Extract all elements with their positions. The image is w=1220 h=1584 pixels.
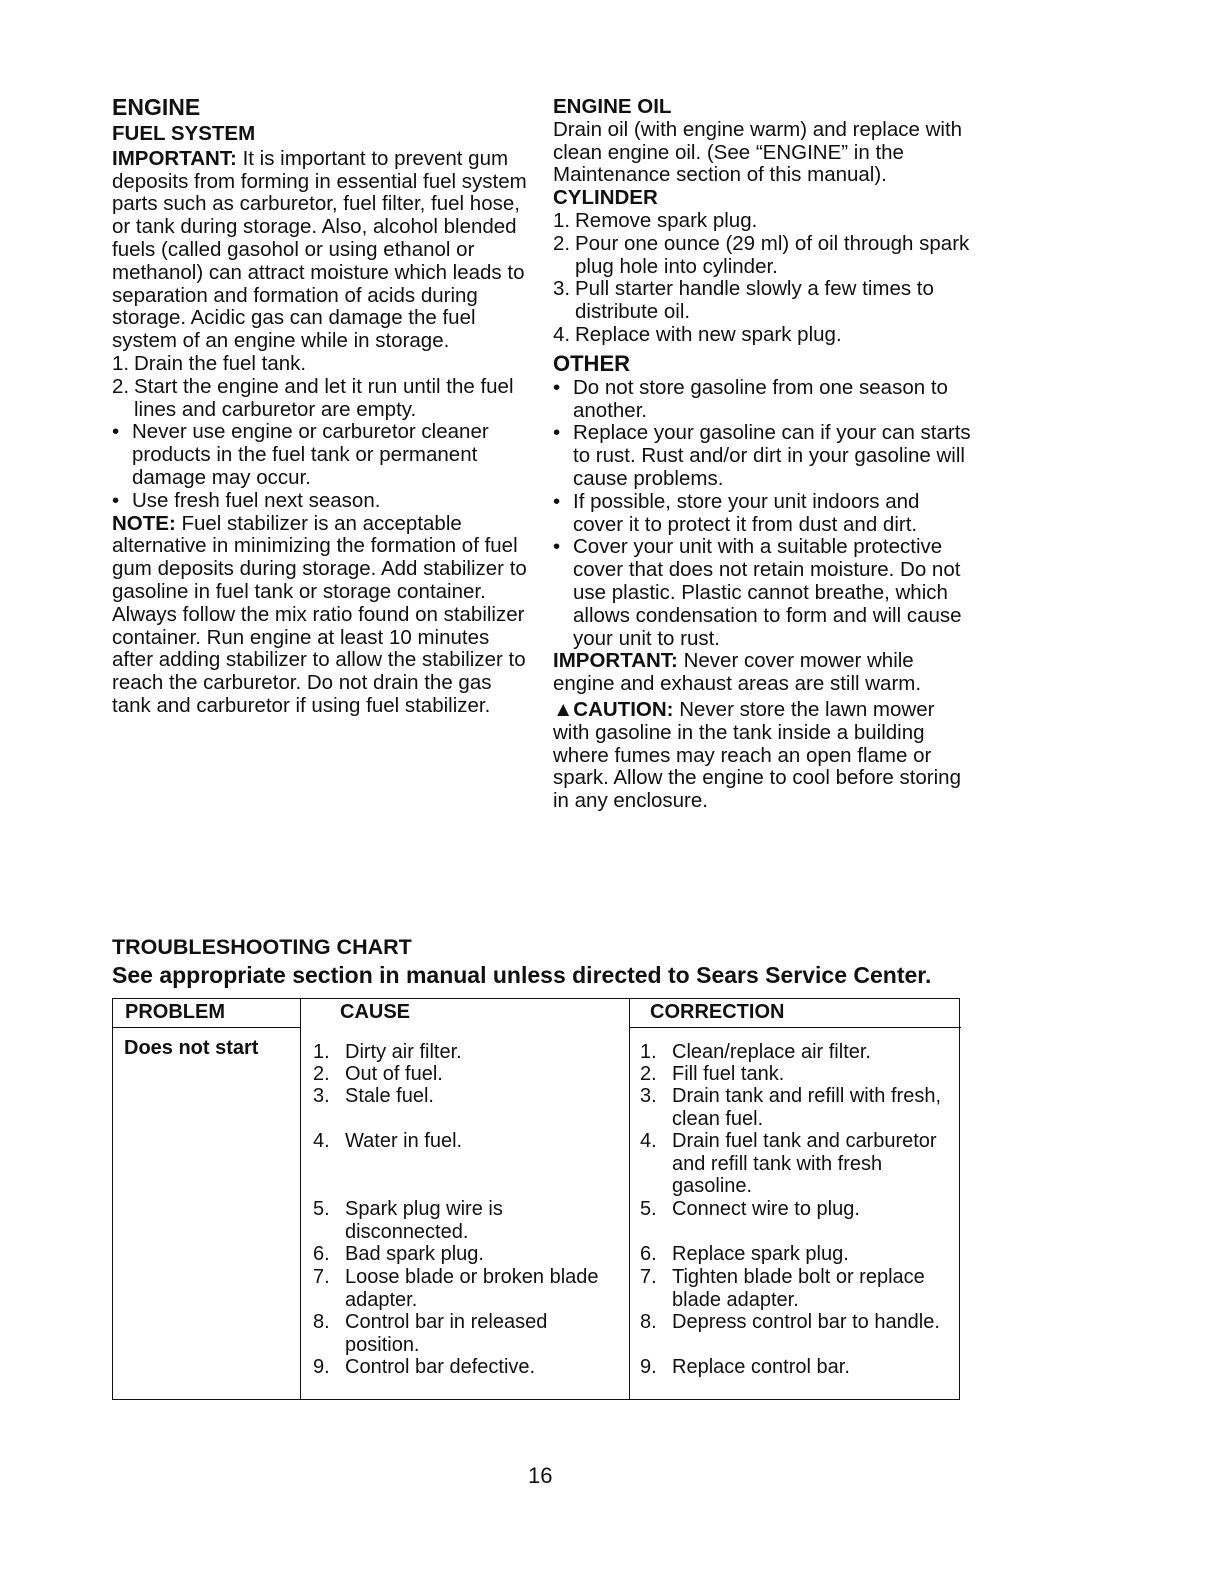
correction-number: 1. [640, 1041, 657, 1063]
column-divider [629, 999, 630, 1399]
cause-text: Control bar defective. [345, 1356, 536, 1378]
list-item [112, 490, 527, 513]
column-header-cause: CAUSE [340, 1001, 411, 1023]
important-label: IMPORTANT: [112, 146, 237, 170]
table-row [640, 1198, 950, 1221]
table-row [640, 1356, 950, 1379]
table-row [313, 1041, 613, 1064]
cause-number: 2. [313, 1063, 330, 1085]
cause-number: 4. [313, 1130, 330, 1152]
correction-text: Depress control bar to handle. [672, 1311, 940, 1333]
correction-text: Tighten blade bolt or replace blade adapter. [672, 1266, 925, 1311]
other-bullets-list [553, 377, 973, 651]
list-item [553, 233, 973, 279]
correction-text: Replace spark plug. [672, 1243, 849, 1265]
correction-number: 6. [640, 1243, 657, 1265]
left-column [112, 94, 527, 718]
header-divider [629, 1027, 961, 1028]
caution-label: CAUTION: [573, 697, 674, 721]
bullet: • [553, 489, 561, 513]
step-text: Pour one ounce (29 ml) of oil through spark plug hole into cylinder. [575, 231, 970, 278]
list-item [112, 353, 527, 376]
correction-number: 9. [640, 1356, 657, 1378]
cause-text: Spark plug wire is disconnected. [345, 1198, 503, 1243]
bullet-text: Use fresh fuel next season. [132, 488, 381, 512]
table-row [313, 1198, 613, 1243]
cause-number: 6. [313, 1243, 330, 1265]
bullet-text: Replace your gasoline can if your can starts to rust. Rust and/or dirt in your gasoline will cause problems. [573, 421, 971, 490]
right-column [553, 94, 973, 813]
bullet: • [553, 375, 561, 399]
troubleshooting-subtitle: See appropriate section in manual unless directed to Sears Service Center. [112, 962, 932, 988]
engine-heading: ENGINE [112, 94, 201, 120]
table-row [640, 1041, 950, 1064]
correction-number: 2. [640, 1063, 657, 1085]
column-header-correction: CORRECTION [650, 1001, 785, 1023]
cause-number: 3. [313, 1085, 330, 1107]
table-row [640, 1130, 950, 1198]
note-text: Fuel stabilizer is an acceptable alternative in minimizing the formation of fuel gum deposits during storage. Add stabilizer to gasoline in fuel tank or storage container. Always follow the mix ratio found on stabilizer container. Run engine at least 10 minutes after adding stabilizer to allow the stabilizer to reach the carburetor. Do not drain the gas tank and carburetor if using fuel stabilizer. [112, 511, 527, 717]
cylinder-steps-list [553, 210, 973, 347]
list-item [112, 421, 527, 489]
cause-text: Bad spark plug. [345, 1243, 484, 1265]
correction-number: 7. [640, 1266, 657, 1288]
caution-text: Never store the lawn mower with gasoline in the tank inside a building where fumes may reach an open flame or spark. Allow the engine to cool before storing in any enclosure. [553, 697, 961, 813]
cause-number: 8. [313, 1311, 330, 1333]
bullet-text: If possible, store your unit indoors and cover it to protect it from dust and dirt. [573, 489, 920, 536]
cause-text: Dirty air filter. [345, 1041, 462, 1063]
note-paragraph [112, 513, 527, 718]
table-row [640, 1266, 950, 1311]
list-item [112, 376, 527, 422]
step-text: Replace with new spark plug. [575, 322, 842, 346]
step-number: 2. [112, 374, 130, 398]
cause-text: Stale fuel. [345, 1085, 434, 1107]
list-item [553, 377, 973, 423]
table-row [313, 1085, 613, 1108]
table-row [640, 1243, 950, 1266]
fuel-bullets-list [112, 421, 527, 512]
cause-number: 7. [313, 1266, 330, 1288]
correction-number: 8. [640, 1311, 657, 1333]
important-paragraph [112, 148, 527, 353]
correction-text: Clean/replace air filter. [672, 1041, 871, 1063]
table-row [640, 1311, 950, 1334]
cylinder-heading: CYLINDER [553, 186, 658, 210]
step-number: 1. [553, 208, 571, 232]
cause-text: Loose blade or broken blade adapter. [345, 1266, 599, 1311]
bullet: • [553, 535, 561, 559]
list-item [553, 536, 973, 650]
list-item [553, 491, 973, 537]
correction-text: Connect wire to plug. [672, 1198, 860, 1220]
correction-text: Replace control bar. [672, 1356, 850, 1378]
column-header-problem: PROBLEM [125, 1001, 225, 1023]
list-item [553, 324, 973, 347]
list-item [553, 278, 973, 324]
correction-text: Drain fuel tank and carburetor and refill tank with fresh gasoline. [672, 1130, 937, 1198]
important-warning-text: Never cover mower while engine and exhaust areas are still warm. [553, 649, 922, 696]
step-number: 2. [553, 231, 571, 255]
step-text: Drain the fuel tank. [134, 351, 307, 375]
warning-triangle-icon: ▲ [553, 697, 574, 721]
engine-oil-paragraph: Drain oil (with engine warm) and replace with clean engine oil. (See “ENGINE” in the Maintenance section of this manual). [553, 117, 963, 187]
table-row [313, 1130, 613, 1153]
page-number: 16 [528, 1463, 553, 1488]
troubleshooting-title: TROUBLESHOOTING CHART [112, 935, 412, 959]
cause-text: Water in fuel. [345, 1130, 463, 1152]
note-label: NOTE: [112, 511, 176, 535]
bullet-text: Do not store gasoline from one season to another. [573, 375, 948, 422]
cause-text: Control bar in released position. [345, 1311, 548, 1356]
table-row [640, 1085, 950, 1130]
step-text: Pull starter handle slowly a few times to distribute oil. [575, 277, 934, 324]
correction-text: Drain tank and refill with fresh, clean fuel. [672, 1085, 942, 1130]
fuel-system-heading: FUEL SYSTEM [112, 122, 256, 145]
important-label: IMPORTANT: [553, 649, 678, 673]
correction-text: Fill fuel tank. [672, 1063, 785, 1085]
bullet: • [112, 488, 120, 512]
caution-paragraph [553, 699, 973, 813]
correction-number: 3. [640, 1085, 657, 1107]
header-divider [113, 1027, 300, 1028]
cause-text: Out of fuel. [345, 1063, 443, 1085]
other-heading: OTHER [553, 350, 630, 376]
fuel-steps-list [112, 353, 527, 421]
troubleshooting-table [112, 998, 960, 1400]
engine-oil-heading: ENGINE OIL [553, 95, 672, 118]
bullet: • [553, 421, 561, 445]
step-text: Start the engine and let it run until the fuel lines and carburetor are empty. [134, 374, 514, 421]
important-text: It is important to prevent gum deposits from forming in essential fuel system parts such as carburetor, fuel filter, fuel hose, or tank during storage. Also, alcohol blended fuels (called gasohol or using ethanol or methanol) can attract moisture which leads to separation and formation of acids during storage. Acidic gas can damage the fuel system of an engine while in storage. [112, 146, 527, 353]
table-row [313, 1266, 613, 1311]
table-row [640, 1063, 950, 1086]
bullet: • [112, 420, 120, 444]
step-number: 3. [553, 277, 571, 301]
problem-cell: Does not start [124, 1037, 259, 1059]
cause-number: 9. [313, 1356, 330, 1378]
correction-number: 4. [640, 1130, 657, 1152]
table-row [313, 1243, 613, 1266]
important-warning-paragraph [553, 650, 973, 696]
bullet-text: Cover your unit with a suitable protective cover that does not retain moisture. Do not use plastic. Plastic cannot breathe, which allows condensation to form and will cause your unit to rust. [573, 535, 962, 650]
column-divider [300, 999, 301, 1399]
step-number: 1. [112, 351, 130, 375]
step-text: Remove spark plug. [575, 208, 758, 232]
cause-number: 5. [313, 1198, 330, 1220]
bullet-text: Never use engine or carburetor cleaner products in the fuel tank or permanent damage may occur. [132, 420, 489, 489]
table-row [313, 1063, 613, 1086]
table-row [313, 1311, 613, 1356]
list-item [553, 422, 973, 490]
correction-number: 5. [640, 1198, 657, 1220]
list-item [553, 210, 973, 233]
cause-number: 1. [313, 1041, 330, 1063]
step-number: 4. [553, 322, 571, 346]
table-row [313, 1356, 613, 1379]
